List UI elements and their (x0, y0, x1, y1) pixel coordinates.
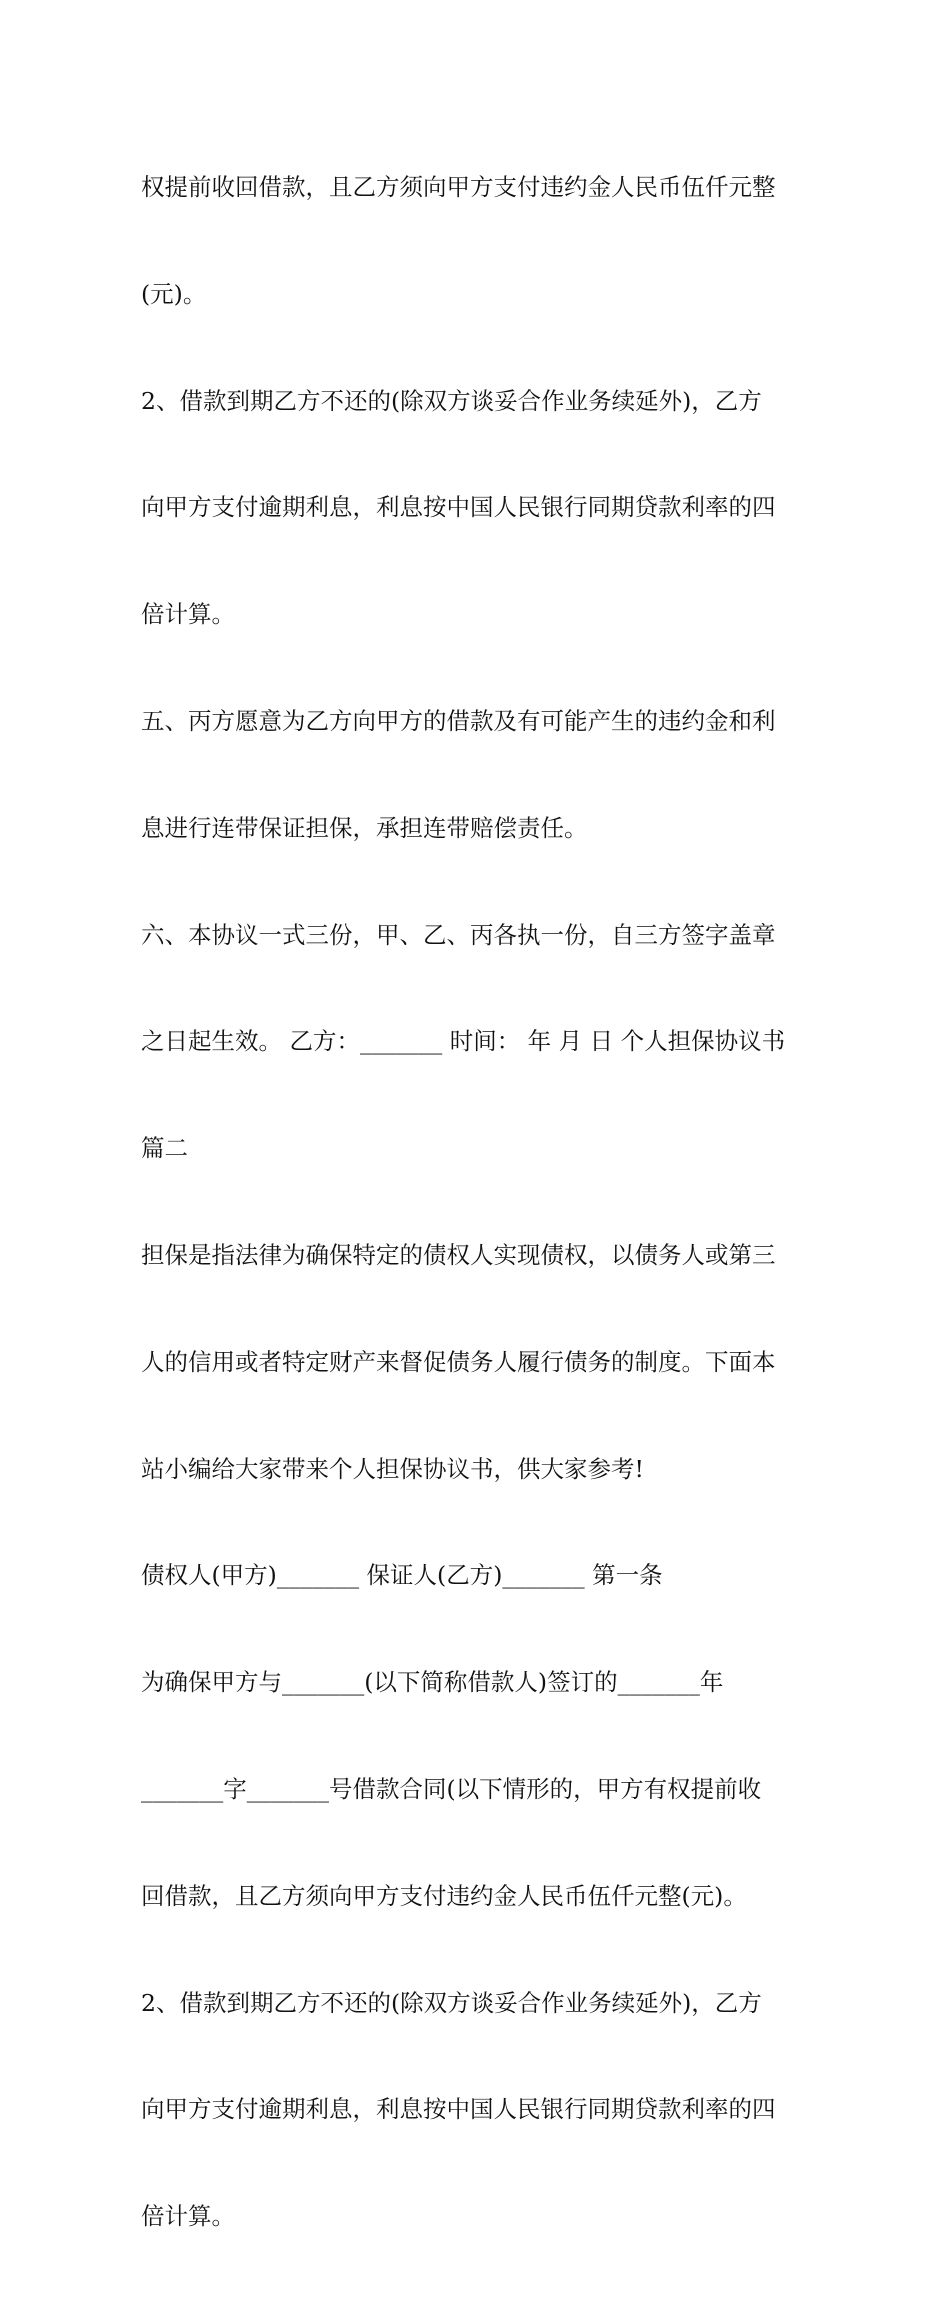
text-line: (元)。 (141, 279, 207, 308)
text-line: 2、借款到期乙方不还的(除双方谈妥合作业务续延外)，乙方 (141, 1988, 762, 2017)
text-line: 之日起生效。 乙方：_______ 时间： 年 月 日 个人担保协议书 (141, 1027, 786, 1056)
text-line: 倍计算。 (141, 600, 235, 629)
text-line: 向甲方支付逾期利息，利息按中国人民银行同期贷款利率的四 (141, 2095, 776, 2124)
text-line: 向甲方支付逾期利息，利息按中国人民银行同期贷款利率的四 (141, 493, 776, 522)
text-line: 债权人(甲方)_______ 保证人(乙方)_______ 第一条 (141, 1561, 663, 1590)
text-line: 为确保甲方与_______(以下简称借款人)签订的_______年 (141, 1668, 724, 1697)
section-heading: 篇二 (141, 1134, 188, 1163)
text-line: 站小编给大家带来个人担保协议书，供大家参考! (141, 1454, 644, 1483)
text-line: _______字_______号借款合同(以下情形的，甲方有权提前收 (141, 1774, 762, 1803)
text-line: 权提前收回借款，且乙方须向甲方支付违约金人民币伍仟元整 (141, 173, 776, 201)
text-line: 息进行连带保证担保，承担连带赔偿责任。 (141, 813, 588, 842)
document-body (141, 106, 821, 2298)
text-line: 担保是指法律为确保特定的债权人实现债权，以债务人或第三 (141, 1240, 776, 1269)
text-line: 回借款，且乙方须向甲方支付违约金人民币伍仟元整(元)。 (141, 1881, 747, 1910)
text-line: 2、借款到期乙方不还的(除双方谈妥合作业务续延外)，乙方 (141, 386, 762, 415)
text-line: 六、本协议一式三份，甲、乙、丙各执一份，自三方签字盖章 (141, 920, 776, 949)
text-line: 五、丙方愿意为乙方向甲方的借款及有可能产生的违约金和利 (141, 706, 776, 735)
text-line: 倍计算。 (141, 2202, 235, 2231)
text-line: 人的信用或者特定财产来督促债务人履行债务的制度。下面本 (141, 1347, 776, 1376)
